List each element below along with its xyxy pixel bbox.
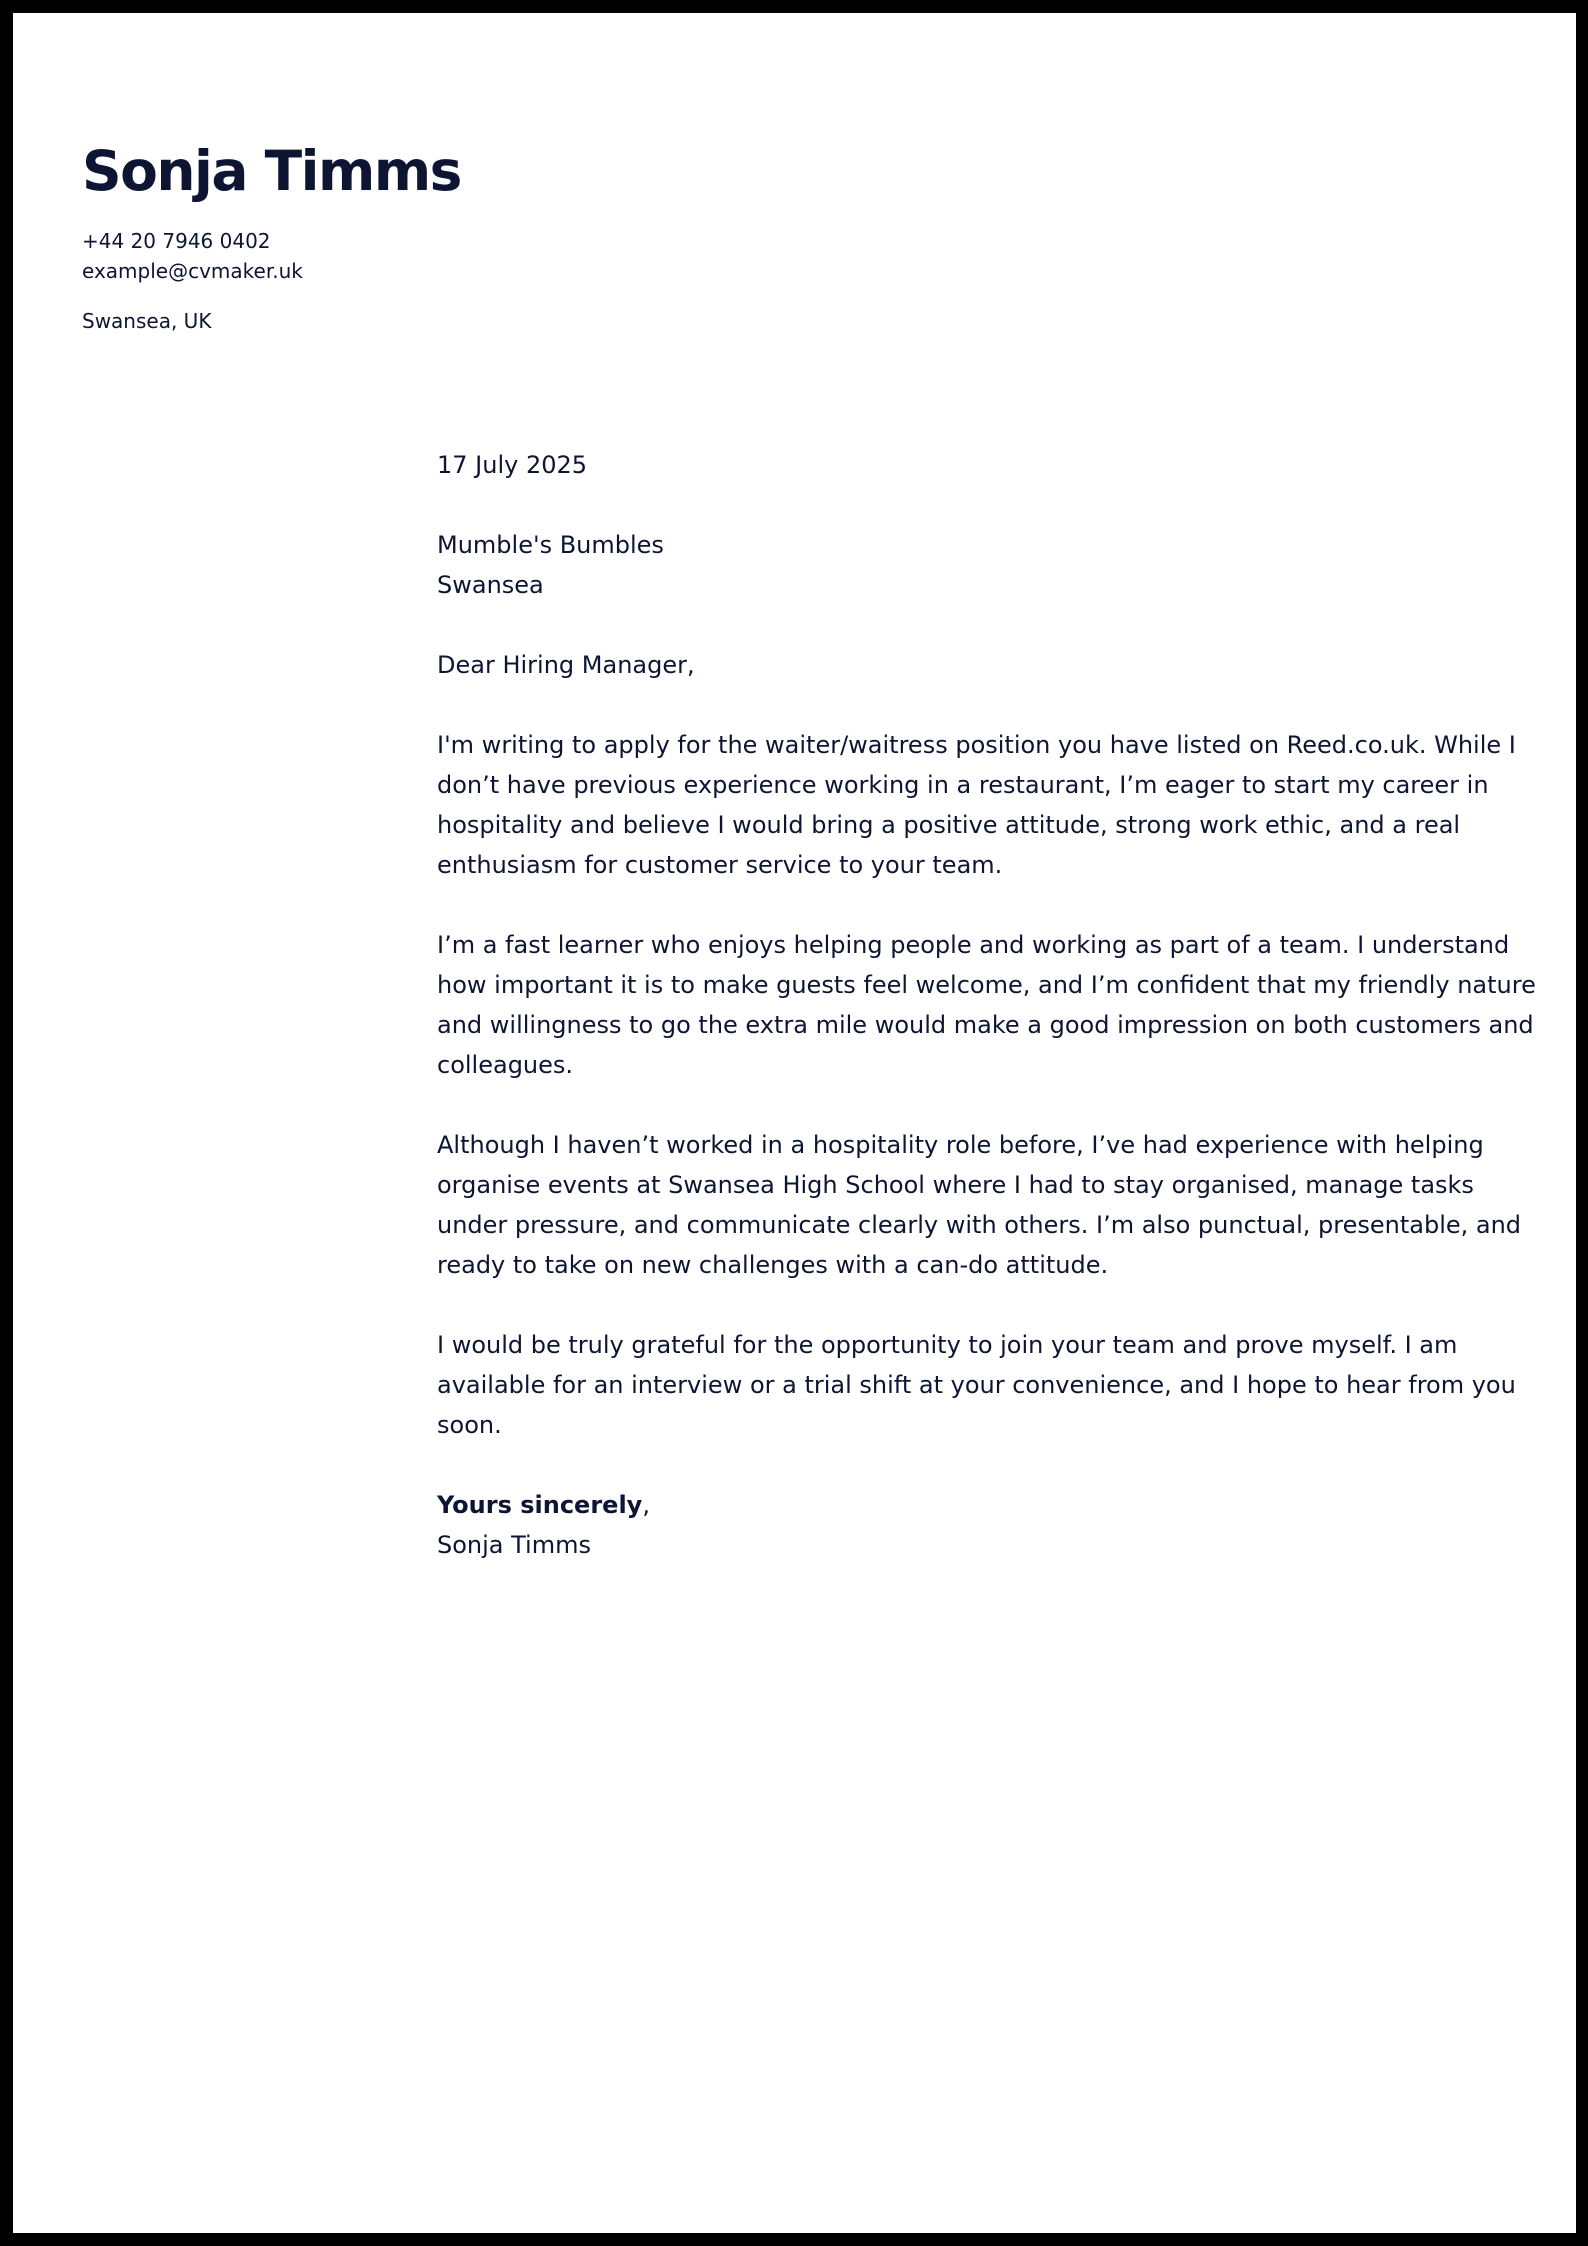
sender-email: example@cvmaker.uk	[82, 259, 303, 283]
paragraph-2: I’m a fast learner who enjoys helping people and working as part of a team. I understand how important it is to make guests feel welcome, and I’m confident that my friendly nature and willingness to go the extra mile would make a good impression on both customers and colleagues.	[437, 931, 1536, 1079]
salutation: Dear Hiring Manager,	[437, 651, 695, 679]
closing-line	[437, 1485, 650, 1525]
sender-location: Swansea, UK	[82, 309, 212, 333]
sender-phone: +44 20 7946 0402	[82, 229, 271, 253]
closing-phrase: Yours sincerely	[437, 1491, 643, 1519]
letter-date: 17 July 2025	[437, 451, 588, 479]
paragraph-1: I'm writing to apply for the waiter/waitress position you have listed on Reed.co.uk. While I don’t have previous experience working in a restaurant, I’m eager to start my career in hospitality and believe I would bring a positive attitude, strong work ethic, and a real enthusiasm for customer service to your team.	[437, 731, 1516, 879]
signature-name: Sonja Timms	[437, 1531, 591, 1559]
letter-page	[13, 13, 1576, 2233]
paragraph-4: I would be truly grateful for the opportunity to join your team and prove myself. I am available for an interview or a trial shift at your convenience, and I hope to hear from you soon.	[437, 1331, 1516, 1439]
paragraph-3: Although I haven’t worked in a hospitality role before, I’ve had experience with helping organise events at Swansea High School where I had to stay organised, manage tasks under pressure, and communicate clearly with others. I’m also punctual, presentable, and ready to take on new challenges with a can-do attitude.	[437, 1131, 1522, 1279]
recipient-company: Mumble's Bumbles	[437, 531, 664, 559]
sender-name: Sonja Timms	[82, 139, 461, 203]
closing-comma: ,	[642, 1491, 650, 1519]
recipient-city: Swansea	[437, 571, 544, 599]
